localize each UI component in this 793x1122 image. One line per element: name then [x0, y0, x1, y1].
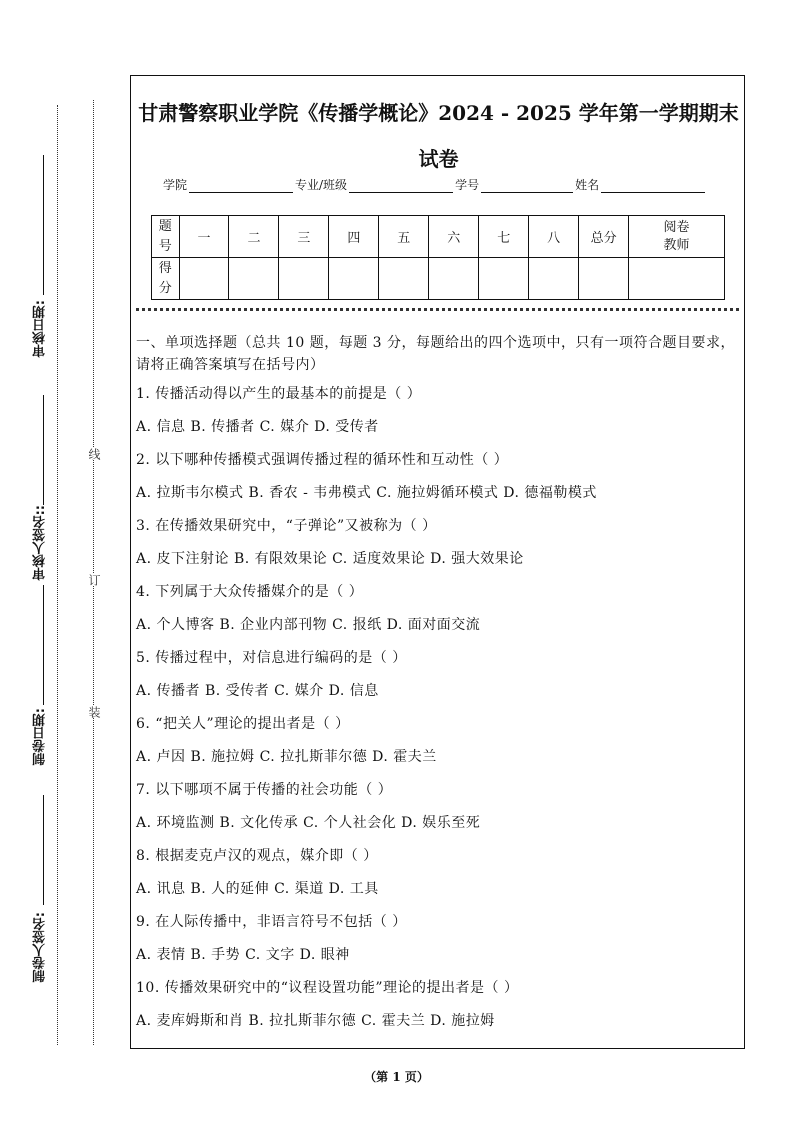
col-2: 二: [229, 216, 279, 258]
score-table-header-row: [152, 216, 725, 258]
score-cell-3[interactable]: [279, 258, 329, 300]
title-line-1: 甘肃警察职业学院《传播学概论》2024 - 2025 学年第一学期期末: [138, 101, 739, 125]
prepare-date-line: [43, 585, 44, 705]
prepare-date-label: 制卷日期:: [33, 708, 48, 766]
question-1-options: A. 信息 B. 传播者 C. 媒介 D. 受传者: [136, 419, 379, 435]
student-info-row: [163, 176, 707, 193]
question-9-options: A. 表情 B. 手势 C. 文字 D. 眼神: [136, 947, 350, 963]
question-1: 1. 传播活动得以产生的最基本的前提是（ ）: [136, 386, 422, 402]
col-5: 五: [379, 216, 429, 258]
col-6: 六: [429, 216, 479, 258]
question-3-options: A. 皮下注射论 B. 有限效果论 C. 适度效果论 D. 强大效果论: [136, 551, 524, 567]
col-4: 四: [329, 216, 379, 258]
score-table-score-row: [152, 258, 725, 300]
col-grader: 阅卷 教师: [629, 216, 725, 258]
score-cell-grader[interactable]: [629, 258, 725, 300]
reviewer-sign-line: [43, 395, 44, 505]
college-label: 学院: [163, 178, 188, 192]
review-date-line: [43, 155, 44, 295]
score-cell-4[interactable]: [329, 258, 379, 300]
question-10: 10. 传播效果研究中的“议程设置功能”理论的提出者是（ ）: [136, 980, 519, 996]
question-10-options: A. 麦库姆斯和肖 B. 拉扎斯菲尔德 C. 霍夫兰 D. 施拉姆: [136, 1013, 495, 1029]
binding-char-line: 线: [87, 448, 101, 460]
question-9: 9. 在人际传播中，非语言符号不包括（ ）: [136, 914, 407, 930]
score-cell-6[interactable]: [429, 258, 479, 300]
name-label: 姓名: [575, 178, 600, 192]
preparer-sign-label: 制卷人签名:: [33, 912, 48, 983]
major-field[interactable]: [349, 179, 453, 193]
row-label-score: 得 分: [152, 258, 180, 300]
score-cell-total[interactable]: [579, 258, 629, 300]
question-2-options: A. 拉斯韦尔模式 B. 香农 - 韦弗模式 C. 施拉姆循环模式 D. 德福勒模式: [136, 485, 597, 501]
question-5-options: A. 传播者 B. 受传者 C. 媒介 D. 信息: [136, 683, 379, 699]
review-date-label: 审核日期:: [33, 300, 48, 358]
col-1: 一: [179, 216, 229, 258]
score-cell-7[interactable]: [479, 258, 529, 300]
question-4: 4. 下列属于大众传播媒介的是（ ）: [136, 584, 364, 600]
question-4-options: A. 个人博客 B. 企业内部刊物 C. 报纸 D. 面对面交流: [136, 617, 481, 633]
name-field[interactable]: [601, 179, 705, 193]
score-cell-8[interactable]: [529, 258, 579, 300]
question-6: 6. “把关人”理论的提出者是（ ）: [136, 716, 350, 732]
exam-frame: [130, 75, 745, 1049]
col-total: 总分: [579, 216, 629, 258]
binding-dotted-line-outer: [57, 105, 58, 1045]
question-7: 7. 以下哪项不属于传播的社会功能（ ）: [136, 782, 393, 798]
binding-char-zhuang: 装: [87, 706, 101, 718]
student-id-field[interactable]: [481, 179, 573, 193]
col-7: 七: [479, 216, 529, 258]
question-3: 3. 在传播效果研究中，“子弹论”又被称为（ ）: [136, 518, 437, 534]
section-separator: [136, 308, 739, 311]
question-8: 8. 根据麦克卢汉的观点，媒介即（ ）: [136, 848, 378, 864]
title-line-2: 试卷: [418, 147, 459, 171]
question-8-options: A. 讯息 B. 人的延伸 C. 渠道 D. 工具: [136, 881, 379, 897]
section1-instruction: 一、单项选择题（总共 10 题，每题 3 分，每题给出的四个选项中，只有一项符合题目要求，请将正确答案填写在括号内）: [136, 335, 736, 373]
binding-char-ding: 订: [87, 574, 101, 586]
exam-title: [131, 90, 746, 182]
reviewer-sign-label: 审核人签名::: [33, 505, 48, 581]
major-label: 专业/班级: [295, 178, 348, 192]
binding-dotted-line-inner: [93, 100, 94, 1045]
col-8: 八: [529, 216, 579, 258]
preparer-sign-line: [43, 795, 44, 905]
score-cell-1[interactable]: [179, 258, 229, 300]
score-cell-2[interactable]: [229, 258, 279, 300]
score-cell-5[interactable]: [379, 258, 429, 300]
college-field[interactable]: [189, 179, 293, 193]
page-number: （第 1 页）: [364, 1070, 429, 1084]
score-table: [151, 215, 725, 300]
question-5: 5. 传播过程中，对信息进行编码的是（ ）: [136, 650, 407, 666]
question-2: 2. 以下哪种传播模式强调传播过程的循环性和互动性（ ）: [136, 452, 509, 468]
student-id-label: 学号: [455, 178, 480, 192]
question-7-options: A. 环境监测 B. 文化传承 C. 个人社会化 D. 娱乐至死: [136, 815, 481, 831]
col-3: 三: [279, 216, 329, 258]
question-6-options: A. 卢因 B. 施拉姆 C. 拉扎斯菲尔德 D. 霍夫兰: [136, 749, 437, 765]
row-label-question-no: 题 号: [152, 216, 180, 258]
